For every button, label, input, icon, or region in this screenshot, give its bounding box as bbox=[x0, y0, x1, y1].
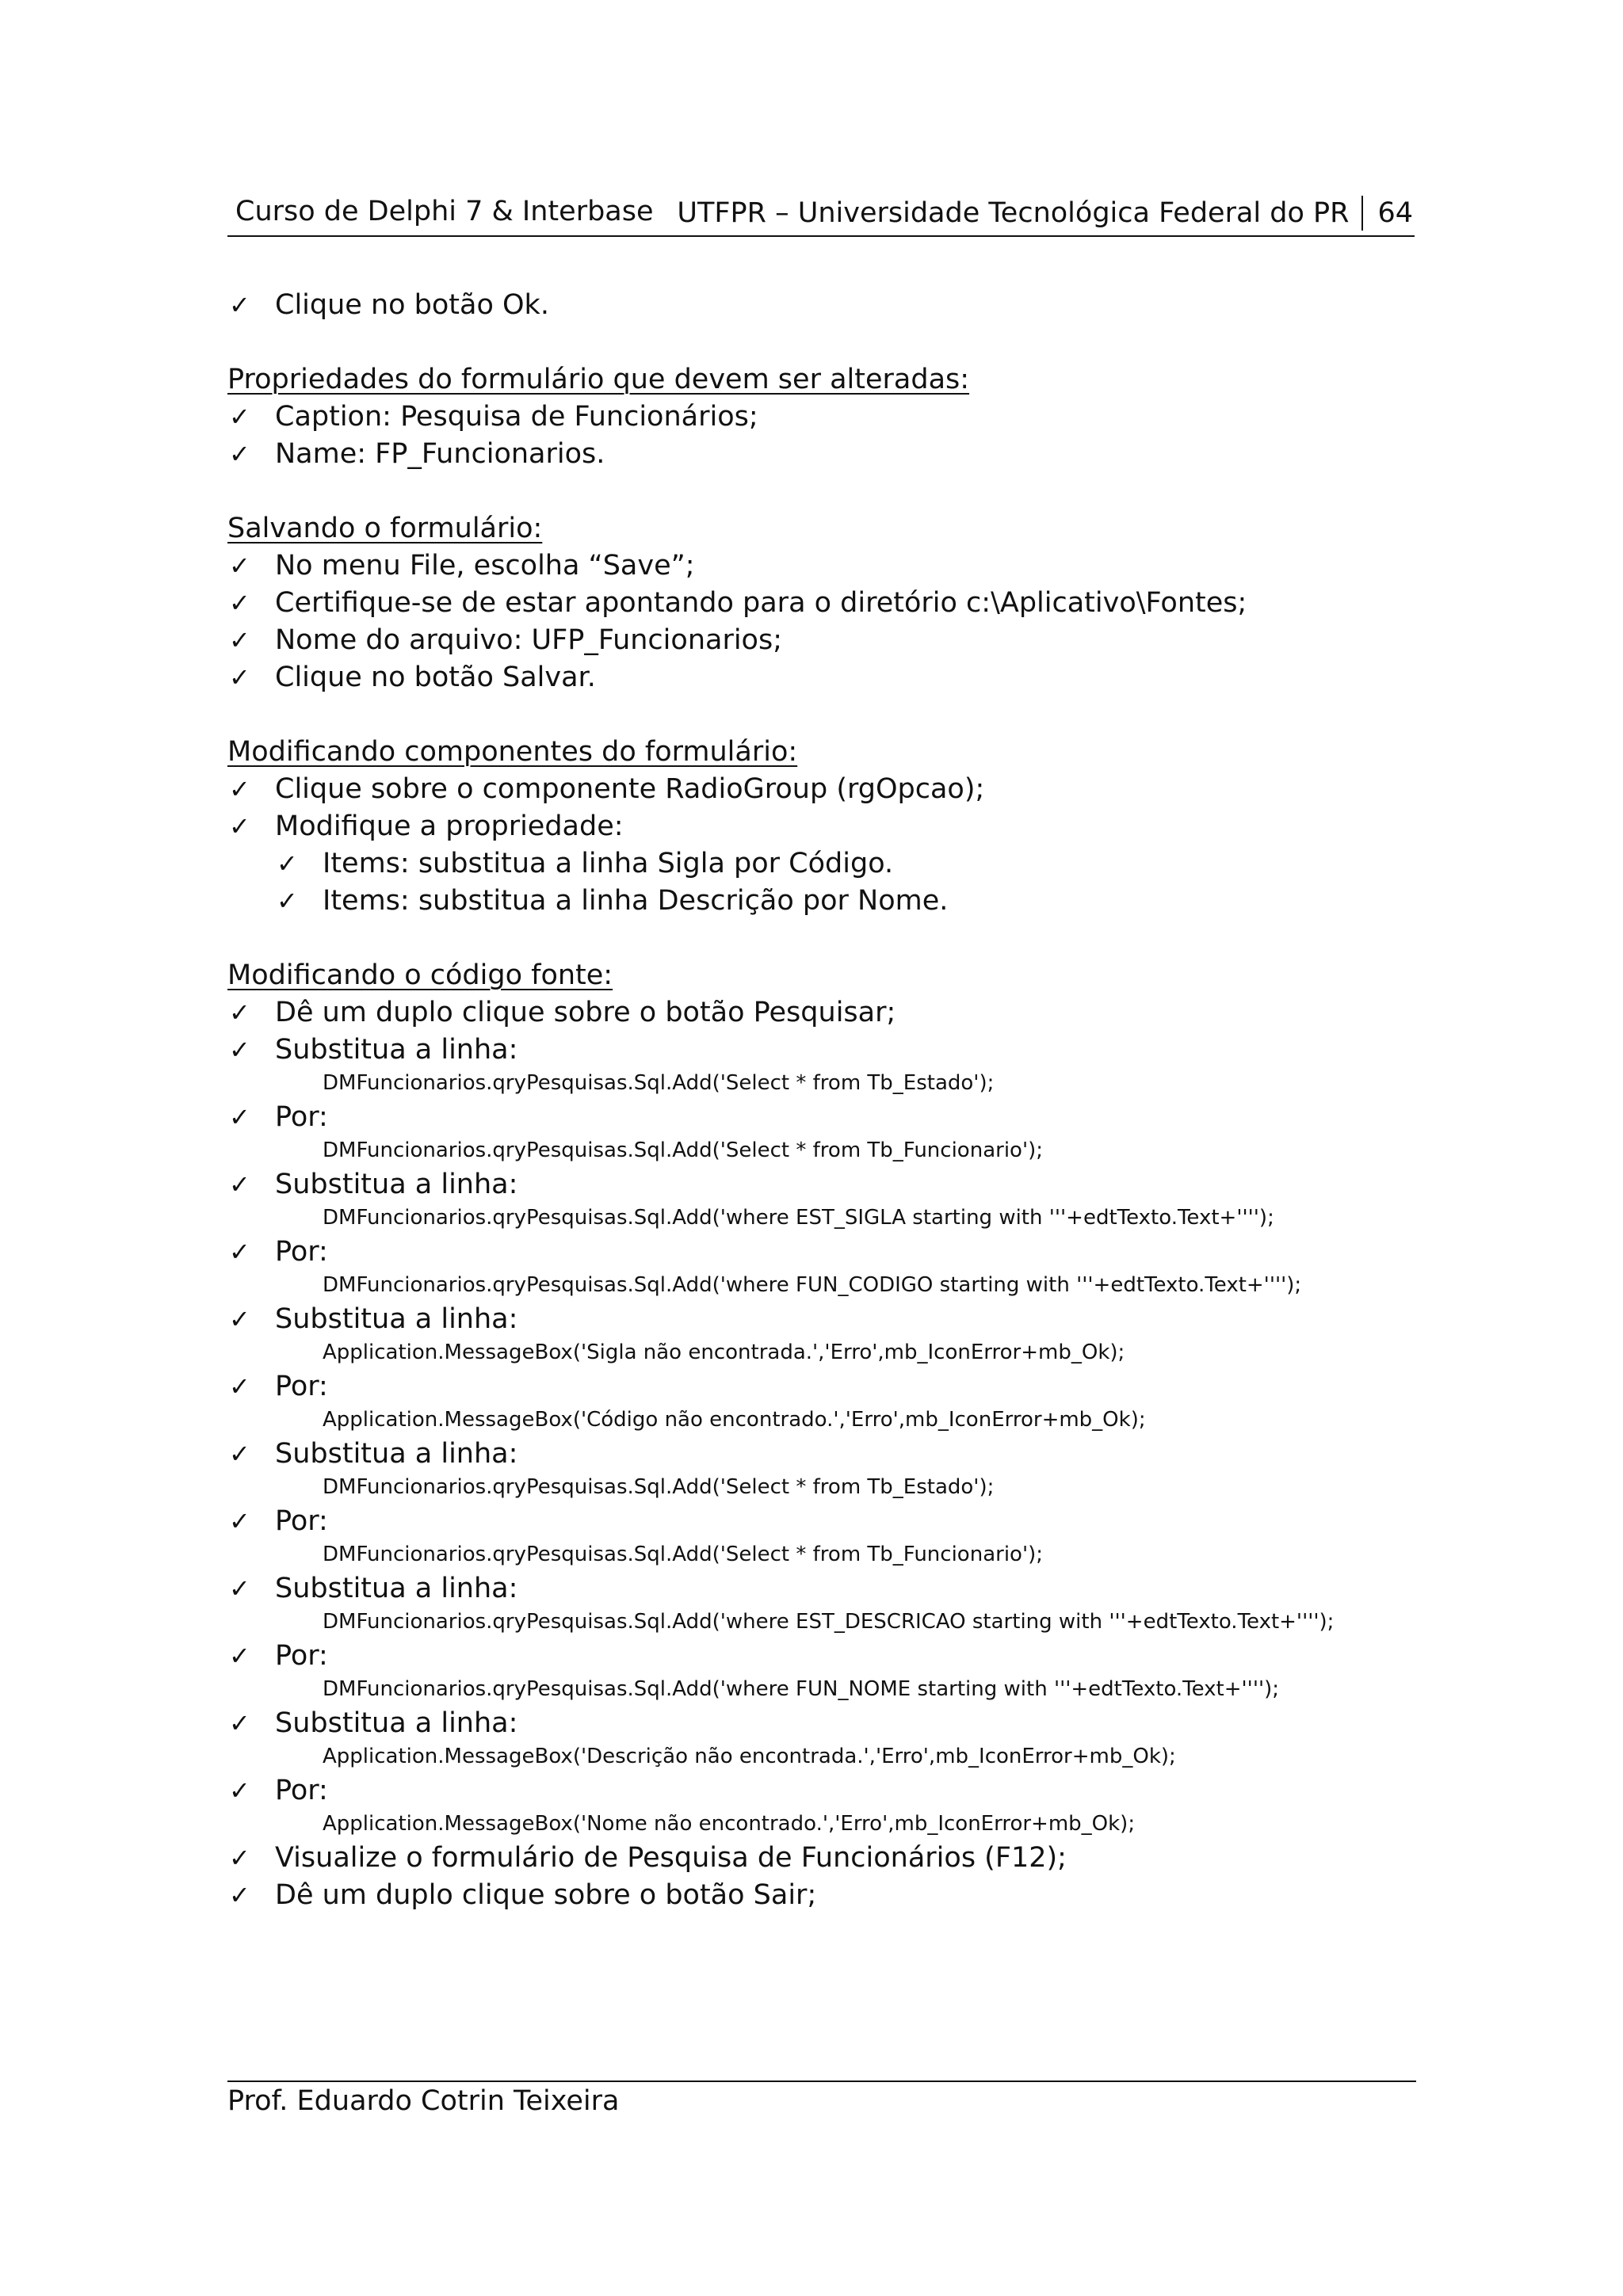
footer-divider bbox=[227, 2081, 1416, 2082]
check-icon: ✓ bbox=[229, 1708, 250, 1738]
list-item: ✓ Modifique a propriedade: bbox=[227, 808, 1416, 845]
page-number: 64 bbox=[1377, 197, 1413, 229]
check-icon: ✓ bbox=[229, 439, 250, 469]
check-icon: ✓ bbox=[229, 1102, 250, 1132]
course-title: Curso de Delphi 7 & Interbase bbox=[235, 196, 654, 227]
list-item: ✓ No menu File, escolha “Save”; bbox=[227, 547, 1416, 585]
list-item: ✓ Certifique-se de estar apontando para o diretório c:\Aplicativo\Fontes; bbox=[227, 585, 1416, 622]
list-item: ✓ Substitua a linha: bbox=[227, 1570, 1416, 1608]
page-footer-author: Prof. Eduardo Cotrin Teixeira bbox=[227, 2085, 620, 2117]
code-line: Application.MessageBox('Nome não encontrado.','Erro',mb_IconError+mb_Ok); bbox=[323, 1812, 1136, 1836]
check-icon: ✓ bbox=[229, 1304, 250, 1334]
code-line: Application.MessageBox('Sigla não encontrada.','Erro',mb_IconError+mb_Ok); bbox=[323, 1341, 1125, 1364]
list-item: ✓ Clique no botão Salvar. bbox=[227, 659, 1416, 696]
code-line: Application.MessageBox('Descrição não encontrada.','Erro',mb_IconError+mb_Ok); bbox=[323, 1745, 1176, 1768]
list-item: ✓ Visualize o formulário de Pesquisa de Funcionários (F12); bbox=[227, 1840, 1416, 1877]
code-line: DMFuncionarios.qryPesquisas.Sql.Add('Select * from Tb_Funcionario'); bbox=[323, 1138, 1043, 1162]
code-line: DMFuncionarios.qryPesquisas.Sql.Add('where EST_SIGLA starting with '''+edtTexto.Text+''''); bbox=[323, 1206, 1274, 1230]
check-icon: ✓ bbox=[277, 886, 298, 916]
check-icon: ✓ bbox=[229, 1371, 250, 1402]
code-line: DMFuncionarios.qryPesquisas.Sql.Add('Select * from Tb_Funcionario'); bbox=[323, 1543, 1043, 1566]
check-icon: ✓ bbox=[229, 402, 250, 432]
check-icon: ✓ bbox=[229, 588, 250, 618]
check-icon: ✓ bbox=[229, 1843, 250, 1873]
section-heading: Modificando componentes do formulário: bbox=[227, 736, 798, 768]
code-line: DMFuncionarios.qryPesquisas.Sql.Add('where FUN_NOME starting with '''+edtTexto.Text+''''); bbox=[323, 1677, 1280, 1701]
institution-name: UTFPR – Universidade Tecnológica Federal do PR bbox=[677, 197, 1350, 229]
section-heading: Propriedades do formulário que devem ser alteradas: bbox=[227, 364, 970, 395]
page-header bbox=[227, 194, 1415, 237]
list-item: ✓ Por: bbox=[227, 1638, 1416, 1675]
check-icon: ✓ bbox=[229, 1169, 250, 1199]
sub-list-item: ✓ Items: substitua a linha Descrição por Nome. bbox=[227, 883, 1416, 920]
list-item: ✓ Substitua a linha: bbox=[227, 1166, 1416, 1203]
code-line: DMFuncionarios.qryPesquisas.Sql.Add('Select * from Tb_Estado'); bbox=[323, 1475, 995, 1499]
code-line: Application.MessageBox('Código não encontrado.','Erro',mb_IconError+mb_Ok); bbox=[323, 1408, 1146, 1432]
check-icon: ✓ bbox=[229, 1775, 250, 1806]
list-item: ✓ Name: FP_Funcionarios. bbox=[227, 436, 1416, 473]
list-item: ✓ Substitua a linha: bbox=[227, 1301, 1416, 1338]
list-item: ✓ Substitua a linha: bbox=[227, 1032, 1416, 1069]
list-item: ✓ Substitua a linha: bbox=[227, 1436, 1416, 1473]
check-icon: ✓ bbox=[229, 1880, 250, 1910]
check-icon: ✓ bbox=[229, 1237, 250, 1267]
list-item: ✓ Por: bbox=[227, 1234, 1416, 1271]
check-icon: ✓ bbox=[229, 811, 250, 841]
check-icon: ✓ bbox=[229, 1573, 250, 1604]
list-item: ✓ Caption: Pesquisa de Funcionários; bbox=[227, 399, 1416, 436]
sub-list-item: ✓ Items: substitua a linha Sigla por Código. bbox=[227, 845, 1416, 883]
header-separator bbox=[1361, 196, 1363, 231]
check-icon: ✓ bbox=[229, 551, 250, 581]
check-icon: ✓ bbox=[229, 290, 250, 320]
header-right bbox=[677, 196, 1415, 231]
code-line: DMFuncionarios.qryPesquisas.Sql.Add('where FUN_CODIGO starting with '''+edtTexto.Text+''''); bbox=[323, 1273, 1302, 1297]
list-item: ✓ Clique sobre o componente RadioGroup (rgOpcao); bbox=[227, 771, 1416, 808]
list-item: ✓ Por: bbox=[227, 1368, 1416, 1405]
list-item: ✓ Por: bbox=[227, 1772, 1416, 1810]
code-line: DMFuncionarios.qryPesquisas.Sql.Add('Select * from Tb_Estado'); bbox=[323, 1071, 995, 1095]
page-body bbox=[227, 287, 1416, 1914]
list-item: ✓ Nome do arquivo: UFP_Funcionarios; bbox=[227, 622, 1416, 659]
code-line: DMFuncionarios.qryPesquisas.Sql.Add('where EST_DESCRICAO starting with '''+edtTexto.Text+''''); bbox=[323, 1610, 1335, 1634]
check-icon: ✓ bbox=[229, 1641, 250, 1671]
list-item: ✓ Por: bbox=[227, 1503, 1416, 1540]
list-item: ✓ Por: bbox=[227, 1099, 1416, 1136]
check-icon: ✓ bbox=[229, 625, 250, 655]
check-icon: ✓ bbox=[229, 997, 250, 1028]
check-icon: ✓ bbox=[229, 1035, 250, 1065]
section-heading: Salvando o formulário: bbox=[227, 513, 543, 544]
check-icon: ✓ bbox=[229, 662, 250, 692]
list-item: ✓ Dê um duplo clique sobre o botão Sair; bbox=[227, 1877, 1416, 1914]
list-item: ✓ Substitua a linha: bbox=[227, 1705, 1416, 1742]
list-item: ✓ Clique no botão Ok. bbox=[227, 287, 1416, 324]
check-icon: ✓ bbox=[229, 1439, 250, 1469]
section-heading: Modificando o código fonte: bbox=[227, 959, 613, 991]
check-icon: ✓ bbox=[229, 1506, 250, 1536]
list-item: ✓ Dê um duplo clique sobre o botão Pesquisar; bbox=[227, 994, 1416, 1032]
check-icon: ✓ bbox=[277, 849, 298, 879]
check-icon: ✓ bbox=[229, 774, 250, 804]
